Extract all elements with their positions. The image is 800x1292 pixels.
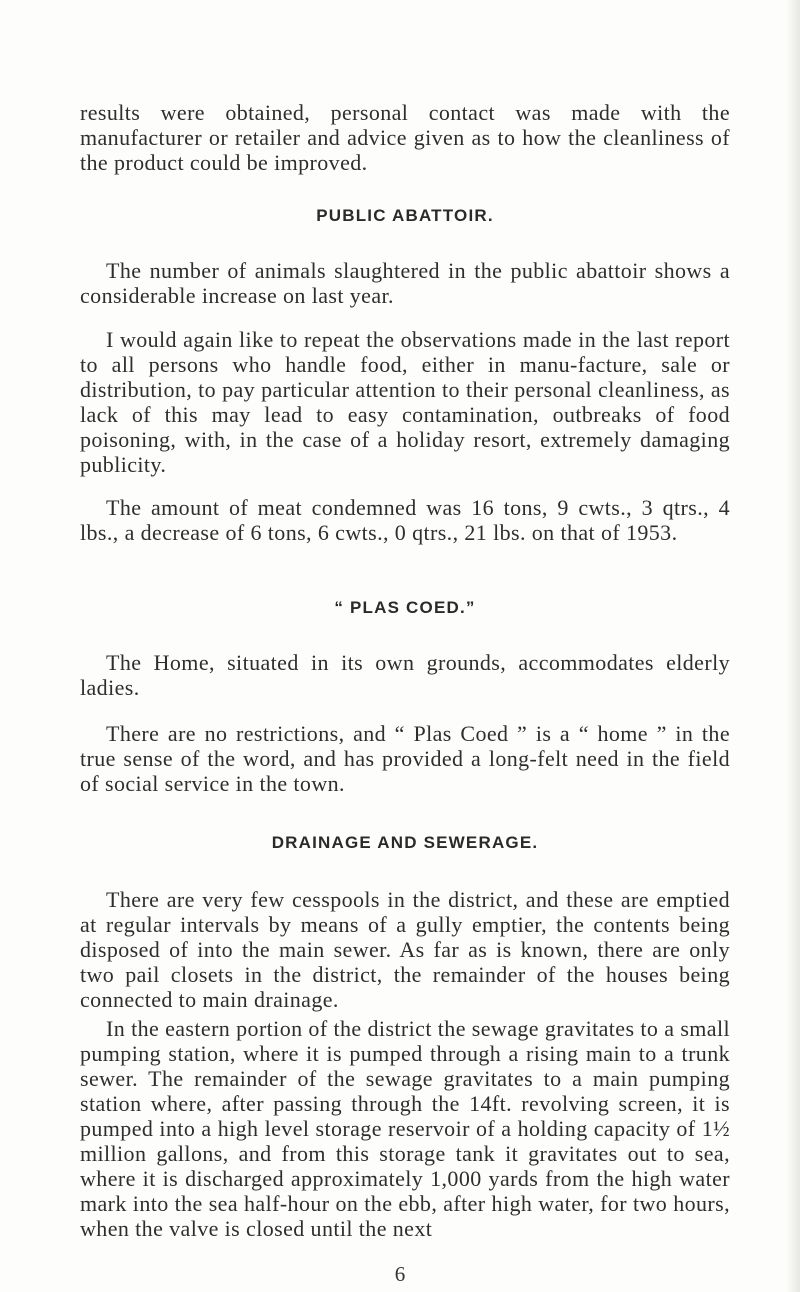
paragraph-food-handlers: I would again like to repeat the observations made in the last report to all persons who handle food, either in manu-facture, sale or distribution, to pay particular attention to their personal cleanliness, as lack of this may lead to easy contamination, outbreaks of food poisoning, with, in the case of a holiday resort, extremely damaging publicity. — [80, 327, 730, 477]
paragraph-the-home: The Home, situated in its own grounds, accommodates elderly ladies. — [80, 650, 730, 700]
heading-plas-coed: “ PLAS COED.” — [334, 598, 476, 617]
paragraph-sewage-gravitates: In the eastern portion of the district the sewage gravitates to a small pumping station, where it is pumped through a rising main to a trunk sewer. The remainder of the sewage gravitates to a main pumping station where, after passing through the 14ft. revolving screen, it is pumped into a high level storage reservoir of a holding capacity of 1½ million gallons, and from this storage tank it gravitates out to sea, where it is discharged approximately 1,000 yards from the high water mark into the sea half-hour on the ebb, after high water, for two hours, when the valve is closed until the next — [80, 1016, 730, 1241]
paragraph-results: results were obtained, personal contact was made with the manufacturer or retailer and advice given as to how the cleanliness of the product could be improved. — [80, 100, 730, 175]
paragraph-no-restrictions: There are no restrictions, and “ Plas Coed ” is a “ home ” in the true sense of the word, and has provided a long-felt need in the field of social service in the town. — [80, 721, 730, 796]
page-number: 6 — [394, 1262, 406, 1286]
paragraph-meat-condemned: The amount of meat condemned was 16 tons, 9 cwts., 3 qtrs., 4 lbs., a decrease of 6 tons, 6 cwts., 0 qtrs., 21 lbs. on that of 1953. — [80, 495, 730, 545]
page-edge-shadow — [786, 0, 800, 1292]
heading-public-abattoir: PUBLIC ABATTOIR. — [316, 206, 494, 225]
paragraph-cesspools: There are very few cesspools in the district, and these are emptied at regular intervals by means of a gully emptier, the contents being disposed of into the main sewer. As far as is known, there are only two pail closets in the district, the remainder of the houses being connected to main drainage. — [80, 887, 730, 1012]
heading-drainage-sewerage: DRAINAGE AND SEWERAGE. — [271, 833, 539, 852]
paragraph-animals-slaughtered: The number of animals slaughtered in the public abattoir shows a considerable increase on last year. — [80, 258, 730, 308]
